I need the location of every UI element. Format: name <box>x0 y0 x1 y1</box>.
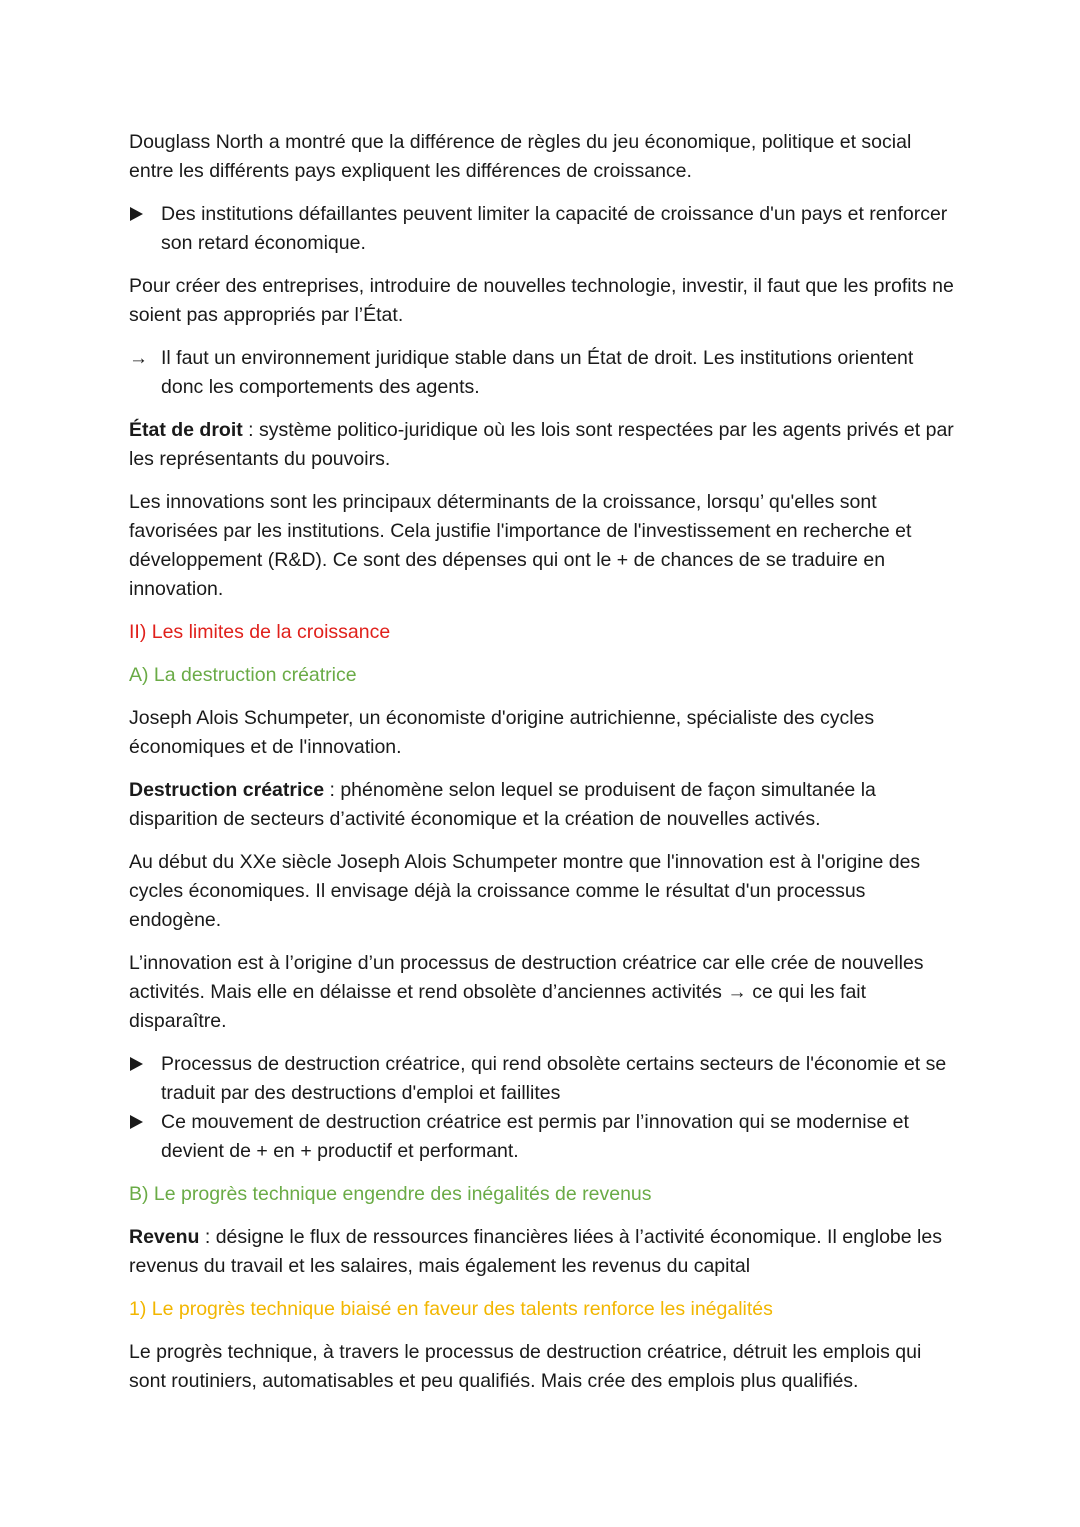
definition-text: : phénomène selon lequel se produisent de façon simultanée la disparition de secteurs d’activité économique et la création de nouvelles activés. <box>129 779 876 830</box>
paragraph-schumpeter: Joseph Alois Schumpeter, un économiste d'origine autrichienne, spécialiste des cycles économiques et de l'innovation. <box>129 707 875 758</box>
list-item <box>129 200 959 258</box>
list-item-text: Des institutions défaillantes peuvent limiter la capacité de croissance d'un pays et renforcer son retard économique. <box>161 203 948 254</box>
definition-revenu <box>129 1223 959 1281</box>
right-arrow-icon: → <box>129 348 148 369</box>
arrow-list-etat-de-droit <box>129 344 959 402</box>
list-item-text: Ce mouvement de destruction créatrice est permis par l’innovation qui se modernise et devient de + en + productif et performant. <box>161 1111 909 1162</box>
definition-etat-de-droit <box>129 416 959 474</box>
section-heading-limites: II) Les limites de la croissance <box>129 621 391 643</box>
bullet-list-destruction <box>129 1050 959 1166</box>
list-item <box>129 344 959 402</box>
definition-text: : désigne le flux de ressources financières liées à l’activité économique. Il englobe les revenus du travail et les salaires, mais également les revenus du capital <box>129 1226 942 1277</box>
list-item-text: Il faut un environnement juridique stable dans un État de droit. Les institutions orientent donc les comportements des agents. <box>161 347 914 398</box>
definition-destruction-creatrice <box>129 776 959 834</box>
subsection-heading-destruction-creatrice: A) La destruction créatrice <box>129 664 357 686</box>
paragraph-creer-entreprises: Pour créer des entreprises, introduire de nouvelles technologie, investir, il faut que les profits ne soient pas appropriés par l’État. <box>129 275 954 326</box>
definition-term: Revenu <box>129 1226 200 1248</box>
paragraph-douglass-north: Douglass North a montré que la différence de règles du jeu économique, politique et social entre les différents pays expliquent les différences de croissance. <box>129 131 912 182</box>
definition-text: : système politico-juridique où les lois sont respectées par les agents privés et par les représentants du pouvoirs. <box>129 419 954 470</box>
document-page <box>129 128 959 1410</box>
arrowhead-bullet-icon <box>129 1050 153 1079</box>
bullet-list-institutions <box>129 200 959 258</box>
arrowhead-bullet-icon <box>129 200 153 229</box>
paragraph-xxe-siecle: Au début du XXe siècle Joseph Alois Schumpeter montre que l'innovation est à l'origine des cycles économiques. Il envisage déjà la croissance comme le résultat d'un processus endogène. <box>129 851 921 931</box>
paragraph-progres-technique: Le progrès technique, à travers le processus de destruction créatrice, détruit les emplois qui sont routiniers, automatisables et peu qualifiés. Mais crée des emplois plus qualifiés. <box>129 1341 922 1392</box>
subsection-heading-inegalites: B) Le progrès technique engendre des inégalités de revenus <box>129 1183 652 1205</box>
subsubsection-heading-progres-biaise: 1) Le progrès technique biaisé en faveur des talents renforce les inégalités <box>129 1298 773 1320</box>
definition-term: État de droit <box>129 419 243 441</box>
list-item <box>129 1050 959 1108</box>
arrowhead-bullet-icon <box>129 1108 153 1137</box>
list-item <box>129 1108 959 1166</box>
definition-term: Destruction créatrice <box>129 779 325 801</box>
paragraph-innovations: Les innovations sont les principaux déterminants de la croissance, lorsqu’ qu'elles sont favorisées par les institutions. Cela justifie l'importance de l'investissement en recherche et développement (R&D). Ce sont des dépenses qui ont le + de chances de se traduire en innovation. <box>129 491 912 600</box>
list-item-text: Processus de destruction créatrice, qui rend obsolète certains secteurs de l'économie et se traduit par des destructions d'emploi et faillites <box>161 1053 947 1104</box>
paragraph-innovation-origine: L’innovation est à l’origine d’un processus de destruction créatrice car elle crée de nouvelles activités. Mais elle en délaisse et rend obsolète d’anciennes activités → ce qui les fait disparaître. <box>129 952 924 1032</box>
